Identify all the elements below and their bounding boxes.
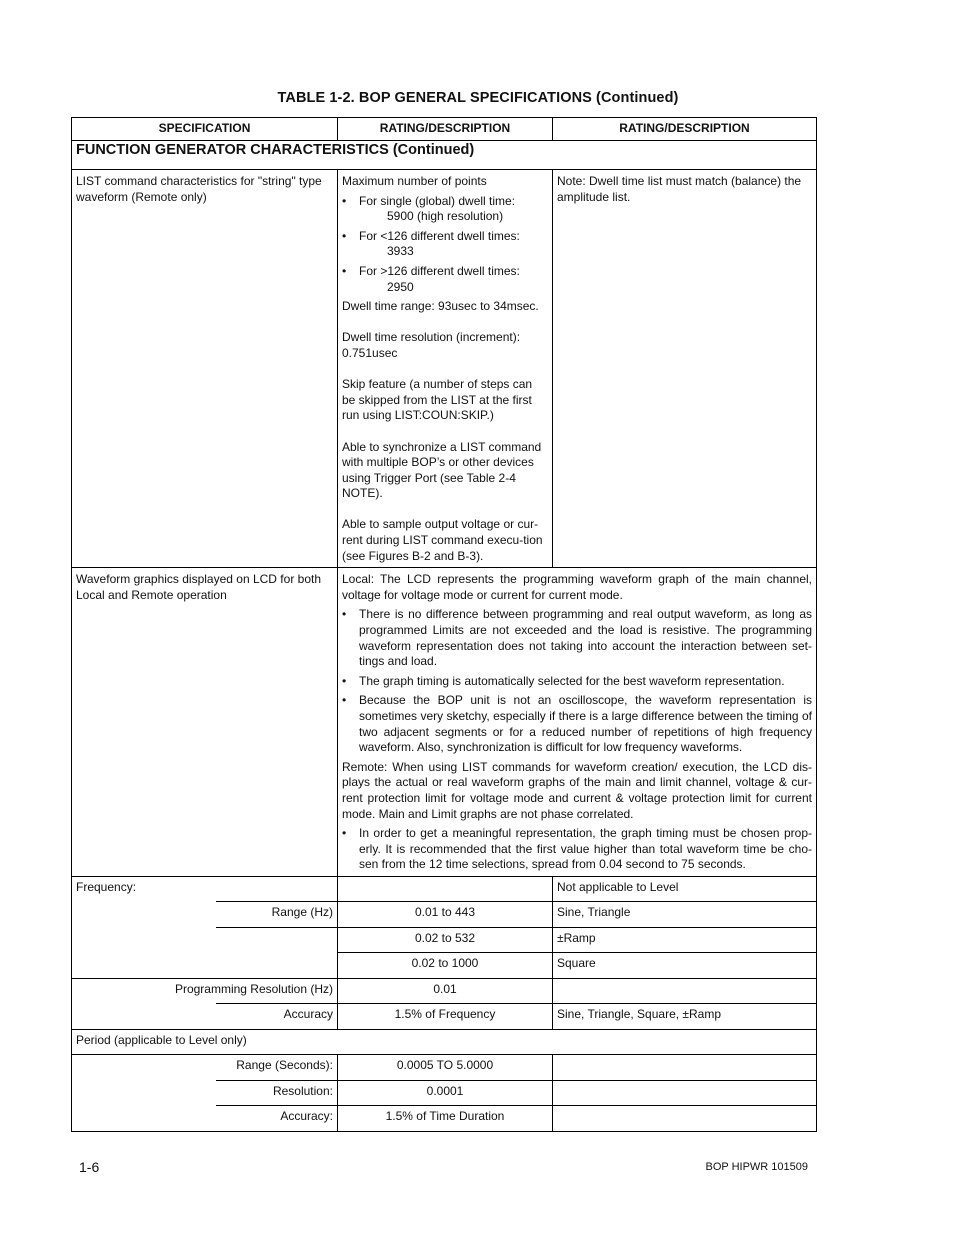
max-points-text: Maximum number of points [342,174,487,188]
bullet-lt126-label: • For <126 different dwell times: [359,228,520,243]
local-text: Local: The LCD represents the programming waveform graph of the main channel, voltage for voltage mode or current for current mode. [342,572,812,602]
bullet-gt126-dwell [342,264,548,295]
local-bullet-2: • The graph timing is automatically selected for the best waveform representation. [342,674,812,690]
section-header-row [72,141,817,170]
period-resolution-label: Resolution: [216,1080,338,1106]
frequency-label: Frequency: [72,876,338,902]
period-accuracy-empty [553,1106,817,1132]
period-resolution-empty [553,1080,817,1106]
frequency-range-wave-1: Sine, Triangle [553,902,817,928]
specifications-table [71,117,817,1132]
bullet-global-dwell [342,194,548,225]
dwell-resolution-text: Dwell time resolution (increment): 0.751usec [342,330,521,360]
list-spec-cell [72,170,338,568]
document-id: BOP HIPWR 101509 [705,1161,808,1173]
frequency-range-row-1 [72,902,817,928]
header-rating-2: RATING/DESCRIPTION [553,118,817,141]
frequency-accuracy-wave: Sine, Triangle, Square, ±Ramp [553,1004,817,1030]
sync-text: Able to synchronize a LIST command with multiple BOP’s or other devices using Trigger Port (see Table 2-4 NOTE). [342,439,542,501]
waveform-graphics-row [72,568,817,877]
local-bullet-1: • There is no difference between programming and real output waveform, as long as programmed Limits are not exceeded and the load is resistive. The programming waveform representation does not taking into account the interaction between set-tings and load. [342,607,812,669]
remote-bullet-1: • In order to get a meaningful representation, the graph timing must be chosen prop-erly. It is recommended that the first value higher than total waveform time be cho-sen from the 12 time selections, spread from 0.04 second to 75 seconds. [342,826,812,873]
list-note-cell [553,170,817,568]
local-bullet-3: • Because the BOP unit is not an oscilloscope, the waveform representation is sometimes very sketchy, especially if there is a large difference between the timing of two adjacent segments or for a reduced number of repetitions of high frequency waveform. Also, synchronization is difficult for low frequency waveforms. [342,693,812,755]
graphics-description-cell [338,568,817,877]
frequency-accuracy-value: 1.5% of Frequency [338,1004,553,1030]
graphics-spec-text: Waveform graphics displayed on LCD for both Local and Remote operation [76,572,322,602]
remote-text: Remote: When using LIST commands for waveform creation/ execution, the LCD dis-plays the actual or real waveform graphs of the main and limit channel, voltage & cur-rent protection limit for voltage mode and current & voltage protection limit for current mode. Main and Limit graphs are not phase correlated. [342,759,812,821]
frequency-resolution-empty [553,978,817,1004]
frequency-range-row-3 [72,953,817,979]
period-accuracy-label: Accuracy: [216,1106,338,1132]
frequency-header-row [72,876,817,902]
frequency-na: Not applicable to Level [553,876,817,902]
frequency-range-value-2: 0.02 to 532 [338,927,553,953]
skip-feature-text: Skip feature (a number of steps can be skipped from the LIST at the first run using LIST:COUN:SKIP.) [342,377,533,423]
frequency-range-wave-3: Square [553,953,817,979]
period-range-empty [553,1055,817,1081]
bullet-lt126-dwell [342,229,548,260]
frequency-accuracy-label: Accuracy [216,1004,338,1030]
list-spec-text: LIST command characteristics for "string" type waveform (Remote only) [76,174,322,204]
bullet-gt126-value: 2950 [387,279,414,294]
frequency-range-value-3: 0.02 to 1000 [338,953,553,979]
frequency-header-empty [338,876,553,902]
period-range-value: 0.0005 TO 5.0000 [338,1055,553,1081]
section-title: FUNCTION GENERATOR CHARACTERISTICS (Continued) [72,141,817,170]
bullet-global-dwell-value: 5900 (high resolution) [387,209,504,224]
header-specification: SPECIFICATION [72,118,338,141]
frequency-range-value-1: 0.01 to 443 [338,902,553,928]
list-rating-cell [338,170,553,568]
header-rating-1: RATING/DESCRIPTION [338,118,553,141]
frequency-resolution-value: 0.01 [338,978,553,1004]
frequency-accuracy-row [72,1004,817,1030]
page-number: 1-6 [79,1159,100,1175]
period-accuracy-row [72,1106,817,1132]
dwell-range-text: Dwell time range: 93usec to 34msec. [342,299,539,314]
list-command-row [72,170,817,568]
dwell-note-text: Note: Dwell time list must match (balance) the amplitude list. [557,174,802,204]
frequency-resolution-label: Programming Resolution (Hz) [72,978,338,1004]
frequency-range-row-2 [72,927,817,953]
sample-text: Able to sample output voltage or cur-rent during LIST command execu-tion (see Figures B-2 and B-3). [342,517,543,563]
period-label: Period (applicable to Level only) [72,1029,817,1055]
graphics-spec-cell [72,568,338,877]
bullet-global-dwell-label: • For single (global) dwell time: [359,193,516,208]
period-resolution-value: 0.0001 [338,1080,553,1106]
frequency-resolution-row [72,978,817,1004]
bullet-lt126-value: 3933 [387,244,414,259]
period-range-label: Range (Seconds): [216,1055,338,1081]
period-accuracy-value: 1.5% of Time Duration [338,1106,553,1132]
frequency-range-wave-2: ±Ramp [553,927,817,953]
bullet-gt126-label: • For >126 different dwell times: [359,263,520,278]
table-title: TABLE 1-2. BOP GENERAL SPECIFICATIONS (Continued) [277,90,679,106]
table-header-row [72,118,817,141]
period-resolution-row [72,1080,817,1106]
period-header-row [72,1029,817,1055]
period-range-row [72,1055,817,1081]
frequency-range-label: Range (Hz) [216,902,338,928]
